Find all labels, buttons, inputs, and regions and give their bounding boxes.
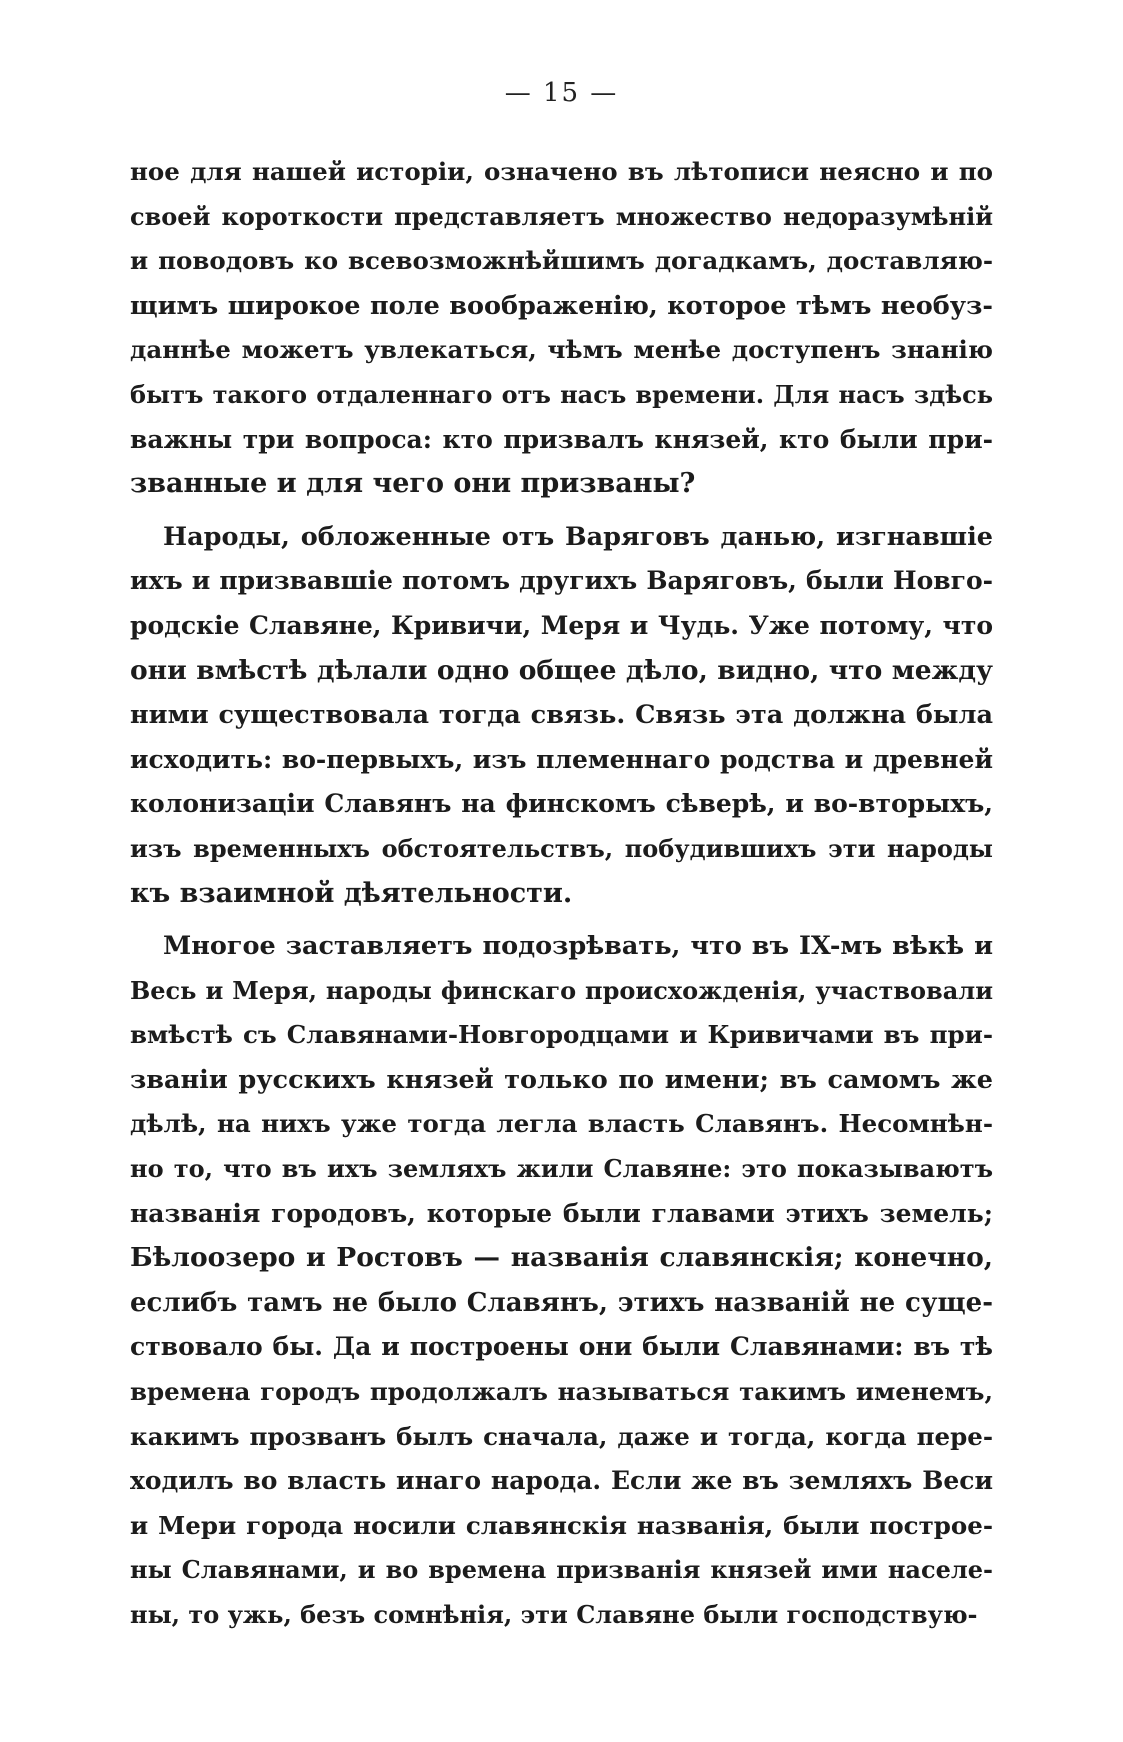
body-text — [130, 150, 993, 1646]
text-line: ны Славянами, и во времена призванія князей ими населе- — [130, 1555, 993, 1585]
text-line: даннѣе можетъ увлекаться, чѣмъ менѣе доступенъ знанію — [130, 335, 993, 365]
text-line: и поводовъ ко всевозможнѣйшимъ догадкамъ, доставляю- — [130, 246, 993, 276]
paragraph — [130, 924, 993, 1638]
text-line: времена городъ продолжалъ называться такимъ именемъ, — [130, 1377, 993, 1407]
paragraph — [130, 150, 993, 507]
text-line: родскіе Славяне, Кривичи, Меря и Чудь. Уже потому, что — [130, 610, 993, 640]
text-line: Народы, обложенные отъ Варяговъ данью, изгнавшіе — [163, 521, 993, 552]
text-line: Многое заставляетъ подозрѣвать, что въ IX-мъ вѣкѣ и — [163, 931, 993, 962]
page-number: — 15 — — [504, 78, 619, 108]
text-line: ное для нашей исторіи, означено въ лѣтописи неясно и по — [130, 157, 993, 186]
text-line: Бѣлоозеро и Ростовъ — названія славянскія; конечно, — [130, 1242, 993, 1274]
text-line: ходилъ во власть инаго народа. Если же въ земляхъ Веси — [130, 1466, 993, 1496]
text-line: они вмѣстѣ дѣлали одно общее дѣло, видно, что между — [130, 654, 993, 686]
text-line: исходить: во-первыхъ, изъ племеннаго родства и древней — [130, 744, 993, 774]
text-line: дѣлѣ, на нихъ уже тогда легла власть Славянъ. Несомнѣн- — [130, 1109, 993, 1139]
text-line: ны, то ужь, безъ сомнѣнія, эти Славяне были господствую- — [130, 1600, 978, 1629]
text-line: вмѣстѣ съ Славянами-Новгородцами и Кривичами въ при- — [130, 1020, 993, 1050]
text-line: щимъ широкое поле воображенію, которое тѣмъ необуз- — [130, 290, 993, 321]
text-line: но то, что въ ихъ земляхъ жили Славяне: это показываютъ — [130, 1154, 993, 1184]
text-line: названія городовъ, которые были главами этихъ земель; — [130, 1198, 993, 1228]
text-line: своей короткости представляетъ множество недоразумѣній — [130, 201, 993, 231]
text-line: ними существовала тогда связь. Связь эта должна была — [130, 700, 993, 731]
text-line: и Мери города носили славянскія названія, были построе- — [130, 1510, 993, 1540]
text-line: еслибъ тамъ не было Славянъ, этихъ названій не суще- — [130, 1287, 993, 1318]
text-line: бытъ такого отдаленнаго отъ насъ времени. Для насъ здѣсь — [130, 379, 993, 409]
paragraph — [130, 515, 993, 916]
text-line: къ взаимной дѣятельности. — [130, 877, 573, 909]
text-line: важны три вопроса: кто призвалъ князей, кто были при- — [130, 424, 993, 454]
text-line: ихъ и призвавшіе потомъ другихъ Варяговъ, были Новго- — [130, 566, 993, 596]
text-line: ствовало бы. Да и построены они были Славянами: въ тѣ — [130, 1332, 993, 1362]
text-line: какимъ прозванъ былъ сначала, даже и тогда, когда пере- — [130, 1421, 993, 1451]
text-line: званіи русскихъ князей только по имени; въ самомъ же — [130, 1064, 993, 1095]
text-line: изъ временныхъ обстоятельствъ, побудившихъ эти народы — [130, 833, 993, 863]
text-line: Весь и Меря, народы финскаго происхожденія, участвовали — [130, 975, 993, 1005]
text-line: колонизаціи Славянъ на финскомъ сѣверѣ, и во-вторыхъ, — [130, 789, 993, 819]
text-line: званные и для чего они призваны? — [130, 468, 696, 500]
